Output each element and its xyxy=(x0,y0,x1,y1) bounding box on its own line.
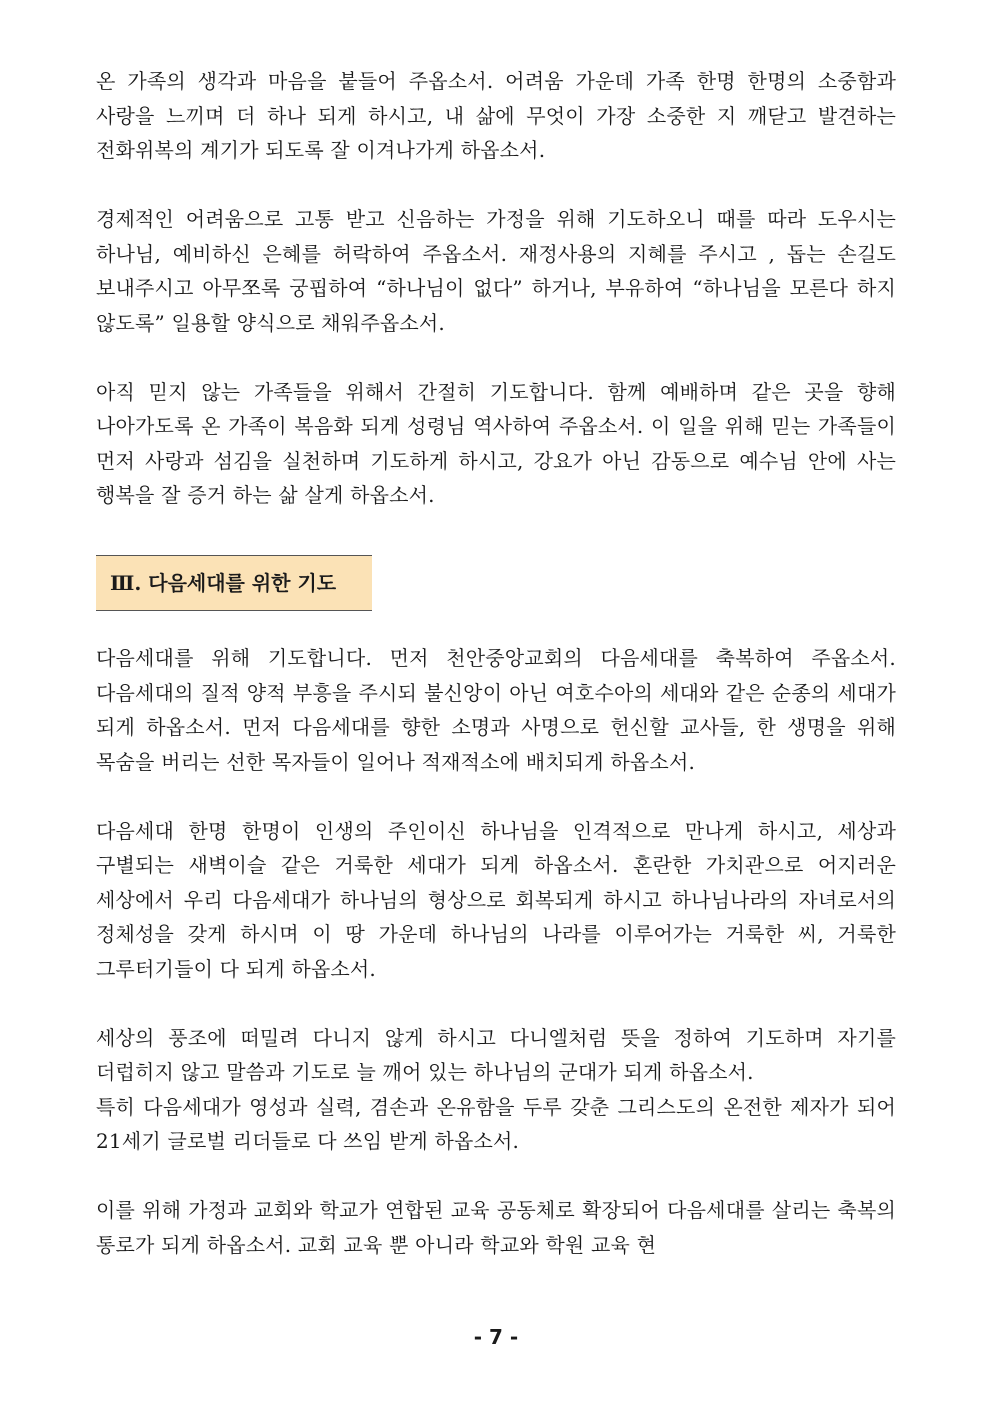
document-body xyxy=(96,64,896,1262)
paragraph-gap xyxy=(96,340,896,375)
paragraph-gap xyxy=(96,168,896,203)
paragraph: 아직 믿지 않는 가족들을 위해서 간절히 기도합니다. 함께 예배하며 같은 곳을 향해 나아가도록 온 가족이 복음화 되게 성령님 역사하여 주옵소서. 이 일을 위해 믿는 가족들이 먼저 사랑과 섬김을 실천하며 기도하게 하시고, 강요가 아닌 감동으로 예수님 안에 사는 행복을 잘 증거 하는 삶 살게 하옵소서. xyxy=(96,379,896,507)
paragraph-gap xyxy=(96,779,896,814)
paragraph: 세상의 풍조에 떠밀려 다니지 않게 하시고 다니엘처럼 뜻을 정하여 기도하며 자기를 더럽히지 않고 말씀과 기도로 늘 깨어 있는 하나님의 군대가 되게 하옵소서. xyxy=(96,1025,896,1084)
paragraph: 다음세대 한명 한명이 인생의 주인이신 하나님을 인격적으로 만나게 하시고, 세상과 구별되는 새벽이슬 같은 거룩한 세대가 되게 하옵소서. 혼란한 가치관으로 어지러운 세상에서 우리 다음세대가 하나님의 형상으로 회복되게 하시고 하나님나라의 자녀로서의 정체성을 갖게 하시며 이 땅 가운데 하나님의 나라를 이루어가는 거룩한 씨, 거룩한 그루터기들이 다 되게 하옵소서. xyxy=(96,818,896,981)
paragraph: 경제적인 어려움으로 고통 받고 신음하는 가정을 위해 기도하오니 때를 따라 도우시는 하나님, 예비하신 은혜를 허락하여 주옵소서. 재정사용의 지혜를 주시고 , 돕는 손길도 보내주시고 아무쪼록 궁핍하여 “하나님이 없다” 하거나, 부유하여 “하나님을 모른다 하지 않도록” 일용할 양식으로 채워주옵소서. xyxy=(96,207,896,335)
paragraph-gap xyxy=(96,986,896,1021)
section-heading: Ⅲ. 다음세대를 위한 기도 xyxy=(96,555,372,611)
paragraph: 온 가족의 생각과 마음을 붙들어 주옵소서. 어려움 가운데 가족 한명 한명의 소중함과 사랑을 느끼며 더 하나 되게 하시고, 내 삶에 무엇이 가장 소중한 지 깨닫고 발견하는 전화위복의 계기가 되도록 잘 이겨나가게 하옵소서. xyxy=(96,69,896,162)
paragraph-gap xyxy=(96,1159,896,1194)
page-number: - 7 - xyxy=(473,1325,519,1349)
paragraph-gap xyxy=(96,513,896,548)
paragraph: 이를 위해 가정과 교회와 학교가 연합된 교육 공동체로 확장되어 다음세대를 살리는 축복의 통로가 되게 하옵소서. 교회 교육 뿐 아니라 학교와 학원 교육 현 xyxy=(96,1198,896,1257)
paragraph: 다음세대를 위해 기도합니다. 먼저 천안중앙교회의 다음세대를 축복하여 주옵소서. 다음세대의 질적 양적 부흥을 주시되 불신앙이 아닌 여호수아의 세대와 같은 순종의 세대가 되게 하옵소서. 먼저 다음세대를 향한 소명과 사명으로 헌신할 교사들, 한 생명을 위해 목숨을 버리는 선한 목자들이 일어나 적재적소에 배치되게 하옵소서. xyxy=(96,646,896,774)
paragraph: 특히 다음세대가 영성과 실력, 겸손과 온유함을 두루 갖춘 그리스도의 온전한 제자가 되어 21세기 글로벌 리더들로 다 쓰임 받게 하옵소서. xyxy=(96,1094,896,1153)
